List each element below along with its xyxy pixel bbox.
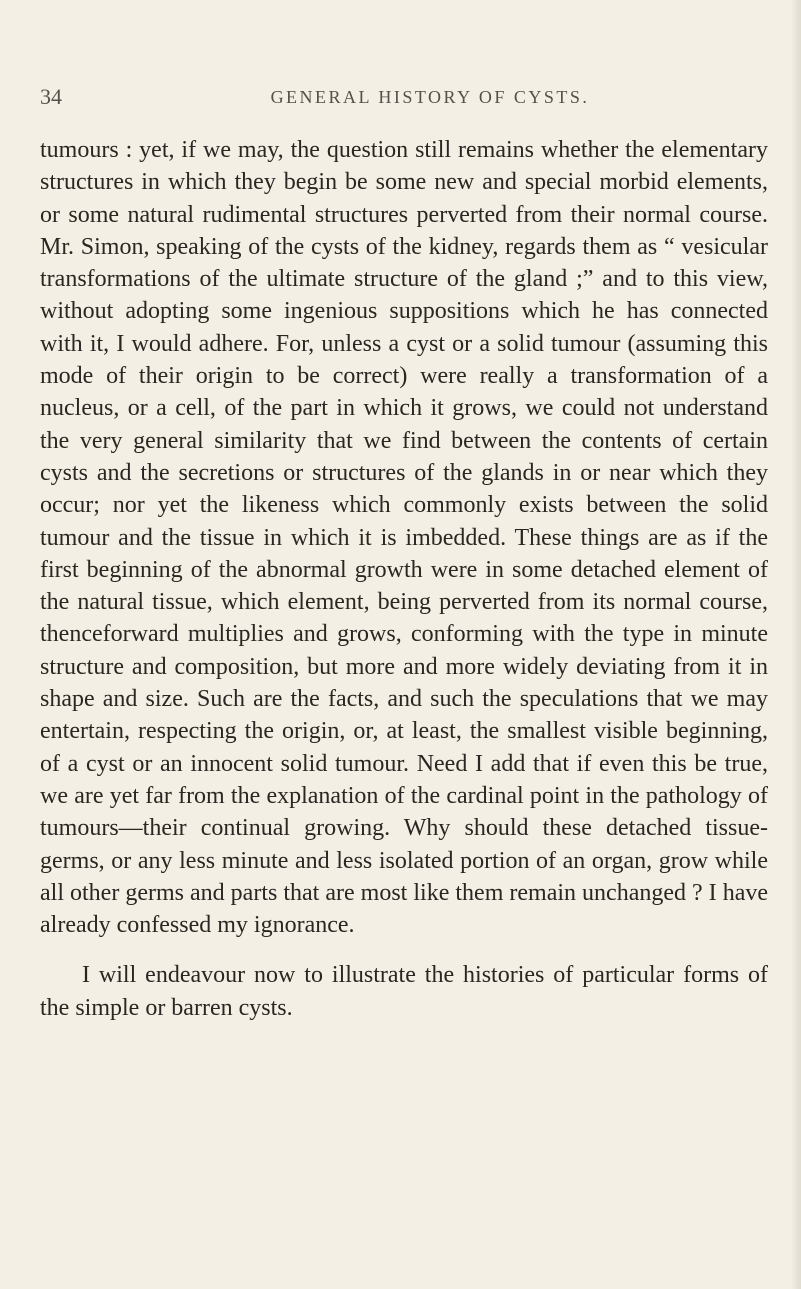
running-title: GENERAL HISTORY OF CYSTS. xyxy=(270,87,590,107)
page-edge-shadow xyxy=(791,0,801,1289)
page-number: 34 xyxy=(40,84,62,109)
paragraph-1: tumours : yet, if we may, the question still remains whether the elementary structures in which they begin be some new and special morbid elements, or some natural rudimental structures perverted from their normal course. Mr. Simon, speaking of the cysts of the kidney, regards them as “ vesicular transformations of the ultimate structure of the gland ;” and to this view, without adopting some ingenious suppositions which he has connected with it, I would adhere. For, unless a cyst or a solid tumour (assuming this mode of their origin to be correct) were really a transformation of a nucleus, or a cell, of the part in which it grows, we could not understand the very general similarity that we find between the contents of certain cysts and the secretions or structures of the glands in or near which they occur; nor yet the likeness which commonly exists between the solid tumour and the tissue in which it is imbedded. These things are as if the first beginning of the abnormal growth were in some detached element of the natural tissue, which element, being perverted from its normal course, thenceforward multiplies and grows, conforming with the type in minute structure and composition, but more and more widely deviating from it in shape and size. Such are the facts, and such the speculations that we may entertain, respecting the origin, or, at least, the smallest visible beginning, of a cyst or an innocent solid tumour. Need I add that if even this be true, we are yet far from the explanation of the cardinal point in the pathology of tumours—their continual growing. Why should these detached tissue-germs, or any less minute and less isolated portion of an organ, grow while all other germs and parts that are most like them remain unchanged ? I have already confessed my ignorance. xyxy=(40,137,768,939)
body-text xyxy=(40,134,768,1024)
running-head xyxy=(40,84,780,110)
paragraph-2: I will endeavour now to illustrate the histories of particular forms of the simple or barren cysts. xyxy=(40,962,768,1021)
